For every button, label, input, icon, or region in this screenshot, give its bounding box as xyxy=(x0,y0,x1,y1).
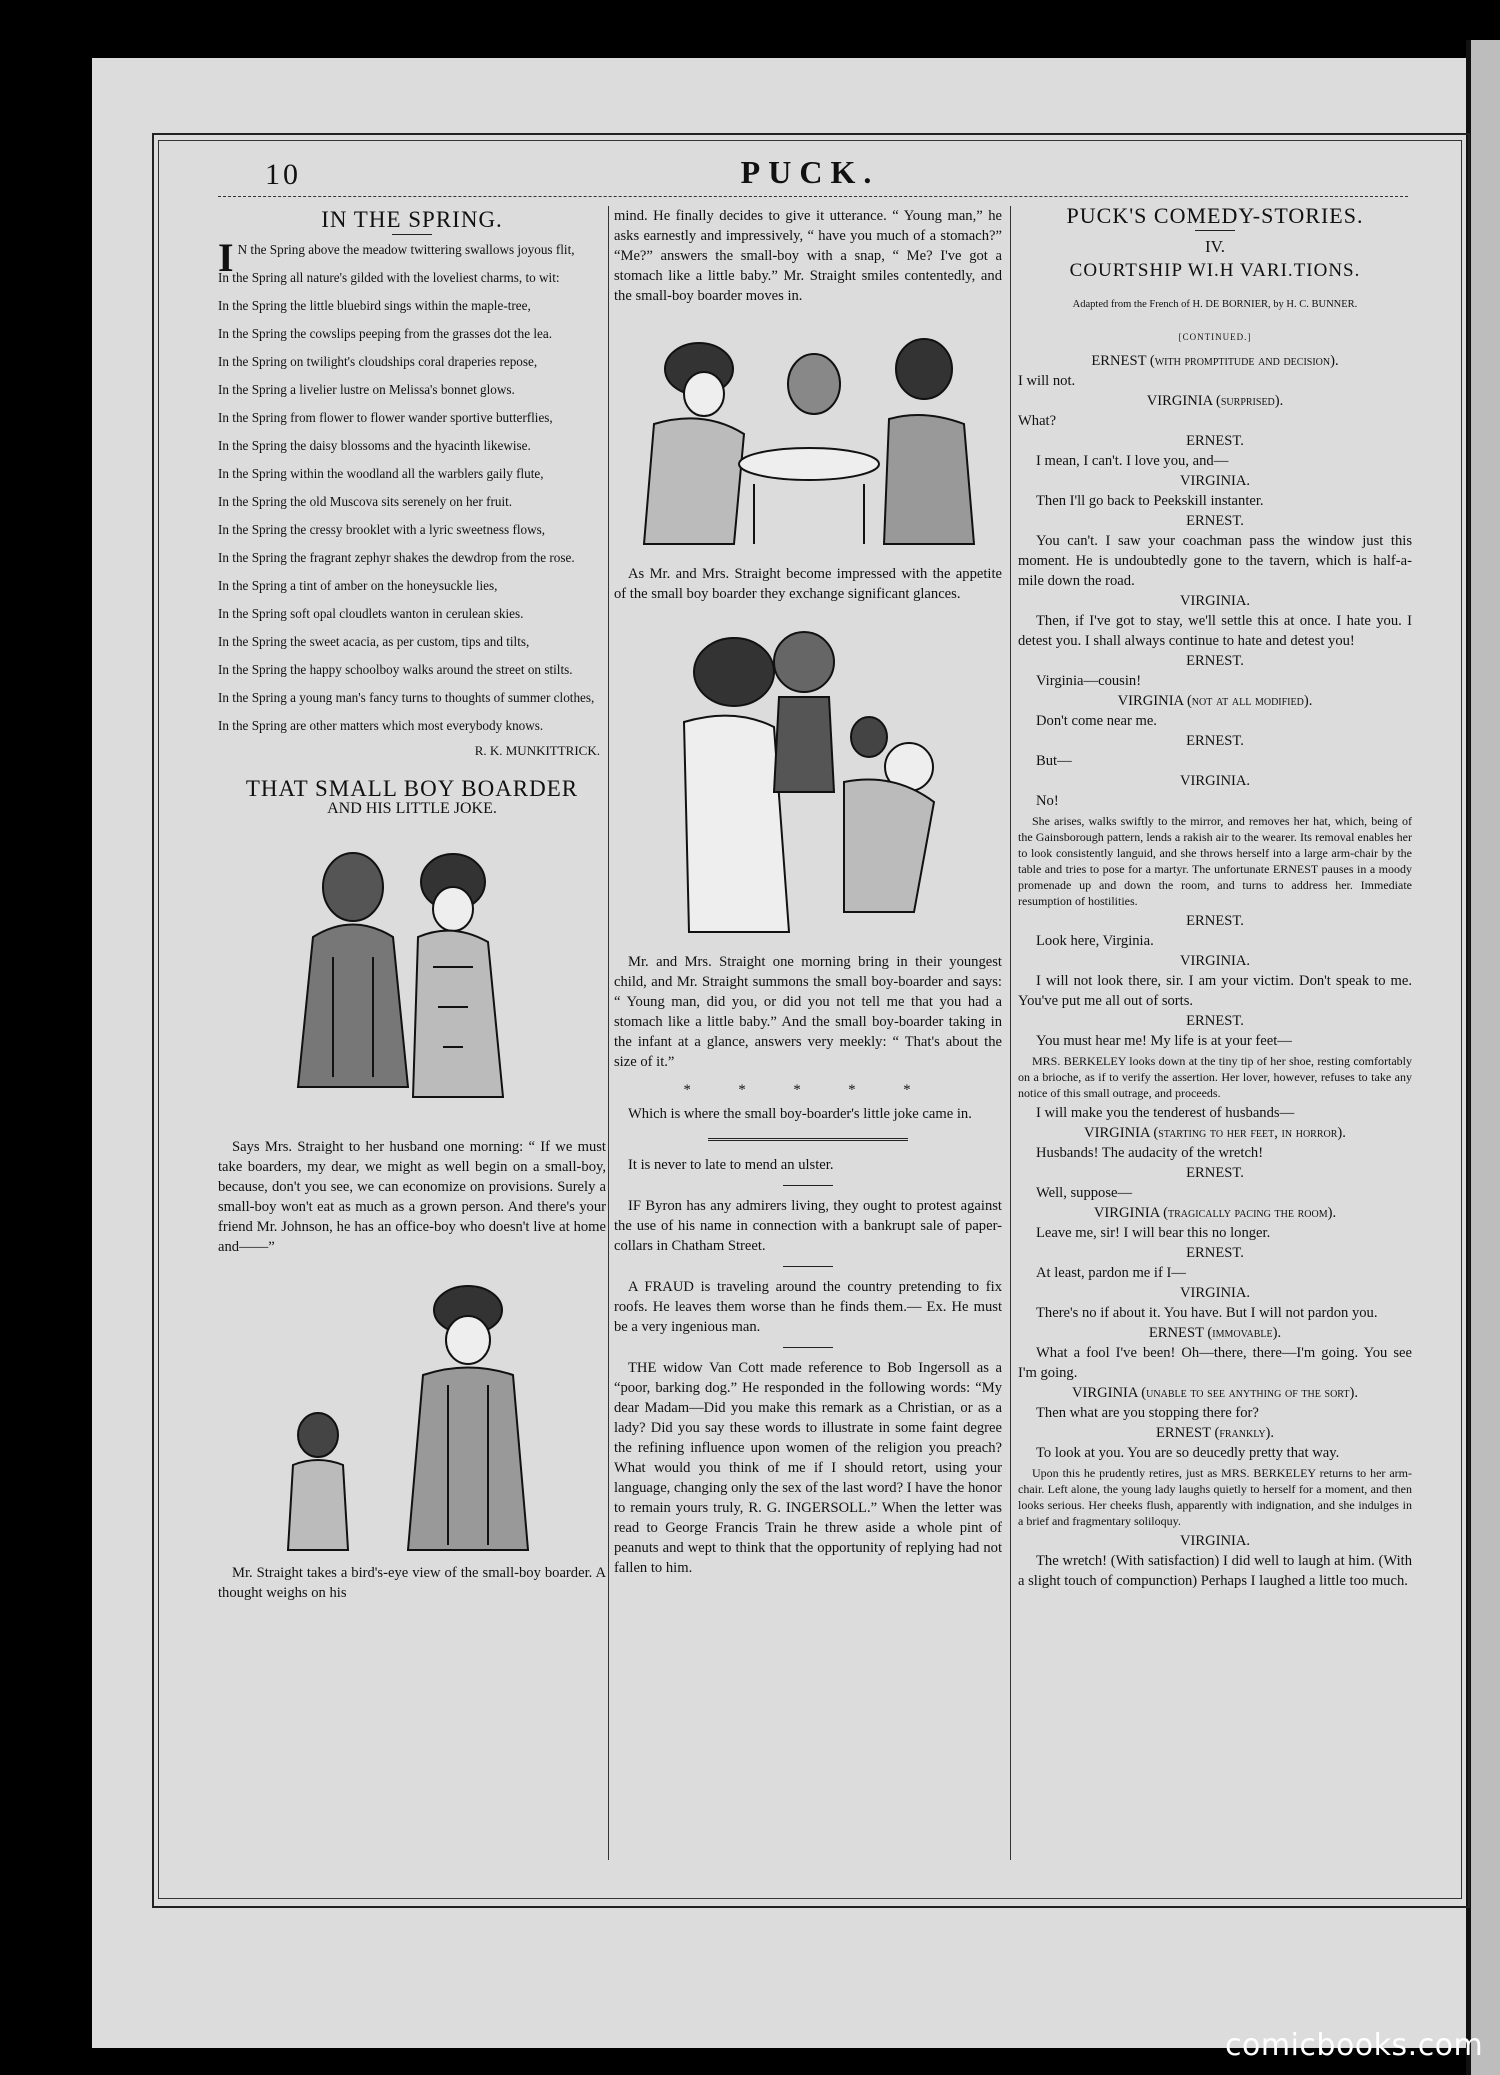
dialogue-line: What a fool I've been! Oh—there, there—I'm going. You see I'm going. xyxy=(1018,1345,1412,1381)
stage-direction: MRS. BERKELEY looks down at the tiny tip of her shoe, resting comfortably on a brioche, as if to verify the assertion. Her lover, however, refuses to take any notice of this small outrage, and proceeds. xyxy=(1018,1054,1412,1100)
item-ulster: It is never to late to mend an ulster. xyxy=(628,1157,834,1173)
poem-line: I N the Spring above the meadow twittering swallows joyous flit, xyxy=(218,235,575,280)
dialogue-line: There's no if about it. You have. But I will not pardon you. xyxy=(1036,1305,1378,1321)
poem-line: In the Spring a tint of amber on the honeysuckle lies, xyxy=(218,578,498,593)
dialogue-line: No! xyxy=(1036,793,1059,809)
story-title: THAT SMALL BOY BOARDER xyxy=(245,776,579,801)
dialogue-line: You can't. I saw your coachman pass the window just this moment. He is undoubtedly gone to the tavern, which is half-a-mile down the road. xyxy=(1018,533,1412,589)
poem-line: In the Spring the cowslips peeping from the grasses dot the lea. xyxy=(218,326,553,341)
dialogue-line: I will not. xyxy=(1018,373,1076,389)
poem-author: R. K. MUNKITTRICK. xyxy=(474,743,600,758)
title-rule xyxy=(1195,230,1235,231)
speaker-name: ERNEST. xyxy=(1186,913,1244,929)
continued-note: [CONTINUED.] xyxy=(1178,332,1252,342)
masthead-title: PUCK. xyxy=(740,154,880,190)
dinner-table-illustration xyxy=(614,314,1002,554)
speaker-name: ERNEST. xyxy=(1186,1245,1244,1261)
dialogue-line: At least, pardon me if I— xyxy=(1036,1265,1186,1281)
column-right xyxy=(1018,203,1412,1591)
drop-cap: I xyxy=(218,235,234,280)
speaker-name: ERNEST. xyxy=(1186,1013,1244,1029)
item-fraud: A FRAUD is traveling around the country pretending to fix roofs. He leaves them worse than he finds them.— Ex. He must be a very ingenious man. xyxy=(614,1279,1002,1335)
column-middle xyxy=(614,206,1002,1586)
speaker-name: ERNEST (immovable). xyxy=(1148,1325,1282,1341)
speaker-name: VIRGINIA (tragically pacing the room). xyxy=(1093,1205,1337,1221)
dialogue-line: Look here, Virginia. xyxy=(1036,933,1154,949)
speaker-name: ERNEST. xyxy=(1186,733,1244,749)
speaker-name: VIRGINIA. xyxy=(1179,593,1251,609)
dialogue-line: Then, if I've got to stay, we'll settle this at once. I hate you. I detest you. I shall always continue to hate and detest you! xyxy=(1018,613,1412,649)
column-left xyxy=(218,206,606,1611)
speaker-name: ERNEST. xyxy=(1186,1165,1244,1181)
speaker-name: VIRGINIA. xyxy=(1179,773,1251,789)
story-paragraph: Says Mrs. Straight to her husband one morning: “ If we must take boarders, my dear, we might as well begin on a small-boy, because, don't you see, we can economize on provisions. Surely a small-boy won't eat as much as a grown person. And there's your friend Mr. Johnson, he has an office-boy who doesn't live at home and——” xyxy=(218,1139,606,1255)
dialogue-line: I will not look there, sir. I am your victim. Don't speak to me. You've put me all out of sorts. xyxy=(1018,973,1412,1009)
speaker-name: VIRGINIA. xyxy=(1179,953,1251,969)
chapter-number: IV. xyxy=(1205,237,1225,256)
stage-direction: Upon this he prudently retires, just as MRS. BERKELEY returns to her arm-chair. Left alone, the young lady laughs quietly to herself for a moment, and then looks serious. Her cheeks flush, apparently with indignation, and she indulges in a brief and fragmentary soliloquy. xyxy=(1018,1466,1412,1528)
watermark: comicbooks.com xyxy=(1225,2028,1484,2063)
speaker-name: VIRGINIA. xyxy=(1179,473,1251,489)
speaker-name: VIRGINIA. xyxy=(1179,1285,1251,1301)
item-widow: THE widow Van Cott made reference to Bob Ingersoll as a “poor, barking dog.” He responded in the following words: “My dear Madam—Did you make this remark as a Christian, or as a lady? Did you say these words to illustrate in some faint degree the refining influence upon women of the religion you preach? What would you think of me if I should retort, using your language, changing only the sex of the last word? I have the honor to remain yours truly, R. G. INGERSOLL.” When the letter was read to George Francis Train he threw aside a whole pint of peanuts and wept to think that the opportunity of replying had not fallen to him. xyxy=(614,1360,1002,1576)
speaker-name: ERNEST. xyxy=(1186,513,1244,529)
speaker-name: VIRGINIA (unable to see anything of the sort). xyxy=(1071,1385,1358,1401)
stage-direction: She arises, walks swiftly to the mirror, and removes her hat, which, being of the Gainsborough pattern, lends a rakish air to the wearer. Its removal enables her to look consistently languid, and she throws herself into a large arm-chair by the table and tries to pose for a martyr. The unfortunate ERNEST pauses in a moody promenade up and down the room, and turns to address her. Immediate resumption of hostilities. xyxy=(1018,814,1412,908)
speaker-name: ERNEST. xyxy=(1186,433,1244,449)
straight-and-boarder-illustration xyxy=(218,1265,606,1555)
poem-line: In the Spring the old Muscova sits serenely on her fruit. xyxy=(218,494,513,509)
column-rule xyxy=(608,206,609,1860)
title-rule xyxy=(392,234,432,235)
section-stars: * * * * * xyxy=(683,1082,933,1098)
poem-line: In the Spring the cressy brooklet with a lyric sweetness flows, xyxy=(218,522,546,537)
facing-page-edge xyxy=(1470,40,1500,2075)
poem-lines xyxy=(218,269,606,735)
poem-line: In the Spring from flower to flower wander sportive butterflies, xyxy=(218,410,553,425)
poem-title: IN THE SPRING. xyxy=(321,207,503,232)
dialogue xyxy=(1018,351,1412,1591)
poem-line: In the Spring a young man's fancy turns to thoughts of summer clothes, xyxy=(218,690,595,705)
page-header xyxy=(170,150,1450,202)
speaker-name: VIRGINIA (not at all modified). xyxy=(1117,693,1313,709)
dialogue-line: Virginia—cousin! xyxy=(1036,673,1142,689)
poem xyxy=(218,235,606,735)
dialogue-line: You must hear me! My life is at your feet— xyxy=(1036,1033,1292,1049)
header-rule xyxy=(218,196,1408,197)
speaker-name: ERNEST (with promptitude and decision). xyxy=(1091,353,1339,369)
poem-line: In the Spring the little bluebird sings within the maple-tree, xyxy=(218,298,531,313)
item-byron: IF Byron has any admirers living, they ought to protest against the use of his name in connection with a bankrupt sale of paper-collars in Chatham Street. xyxy=(614,1198,1002,1254)
dialogue-line: Don't come near me. xyxy=(1036,713,1157,729)
dialogue-line: The wretch! (With satisfaction) I did well to laugh at him. (With a slight touch of compunction) Perhaps I laughed a little too much. xyxy=(1018,1553,1412,1589)
boarder-couple-illustration xyxy=(218,827,606,1127)
poem-line: In the Spring all nature's gilded with the loveliest charms, to wit: xyxy=(218,270,560,285)
poem-line: In the Spring the sweet acacia, as per custom, tips and tilts, xyxy=(218,634,530,649)
item-rule xyxy=(783,1266,833,1267)
poem-line: In the Spring are other matters which most everybody knows. xyxy=(218,718,544,733)
dialogue-line: But— xyxy=(1036,753,1072,769)
poem-line: In the Spring the happy schoolboy walks around the street on stilts. xyxy=(218,662,573,677)
dialogue-line: What? xyxy=(1018,413,1057,429)
item-rule xyxy=(783,1185,833,1186)
adaptation-credit: Adapted from the French of H. DE BORNIER, by H. C. BUNNER. xyxy=(1072,299,1358,310)
dialogue-line: Leave me, sir! I will bear this no longer. xyxy=(1036,1225,1271,1241)
speaker-name: ERNEST. xyxy=(1186,653,1244,669)
dialogue-line: I mean, I can't. I love you, and— xyxy=(1036,453,1229,469)
poem-line: In the Spring soft opal cloudlets wanton in cerulean skies. xyxy=(218,606,524,621)
speaker-name: ERNEST (frankly). xyxy=(1155,1425,1275,1441)
poem-line: In the Spring a livelier lustre on Melissa's bonnet glows. xyxy=(218,382,515,397)
chapter-title: COURTSHIP WI.H VARI.TIONS. xyxy=(1069,260,1361,281)
dialogue-line: Then what are you stopping there for? xyxy=(1036,1405,1259,1421)
dialogue-line: Husbands! The audacity of the wretch! xyxy=(1036,1145,1264,1161)
story-paragraph: As Mr. and Mrs. Straight become impressed with the appetite of the small boy boarder they exchange significant glances. xyxy=(614,566,1002,602)
story-paragraph: Mr. and Mrs. Straight one morning bring in their youngest child, and Mr. Straight summons the small boy-boarder and says: “ Young man, did you, or did you not tell me that you had a stomach like a little baby.” And the small boy-boarder taking in the infant at a glance, answers very meekly: “ That's about the size of it.” xyxy=(614,954,1002,1070)
story-paragraph: mind. He finally decides to give it utterance. “ Young man,” he asks earnestly and impressively, “ have you much of a stomach?” “Me?” answers the small-boy with a snap, “ Me? I've got a stomach like a little baby.” Mr. Straight smiles contentedly, and the small-boy boarder moves in. xyxy=(614,208,1002,304)
page-number: 10 xyxy=(265,158,301,191)
speaker-name: VIRGINIA (surprised). xyxy=(1146,393,1284,409)
poem-line: In the Spring the fragrant zephyr shakes the dewdrop from the rose. xyxy=(218,550,575,565)
series-title: PUCK'S COMEDY-STORIES. xyxy=(1066,203,1364,228)
dialogue-line: Then I'll go back to Peekskill instanter. xyxy=(1036,493,1264,509)
poem-line: In the Spring the daisy blossoms and the hyacinth likewise. xyxy=(218,438,531,453)
poem-line: In the Spring on twilight's cloudships coral draperies repose, xyxy=(218,354,538,369)
dialogue-line: I will make you the tenderest of husbands— xyxy=(1036,1105,1295,1121)
poem-line: In the Spring within the woodland all the warblers gaily flute, xyxy=(218,466,544,481)
column-rule xyxy=(1010,206,1011,1860)
dialogue-line: To look at you. You are so deucedly pretty that way. xyxy=(1036,1445,1340,1461)
speaker-name: VIRGINIA (starting to her feet, in horror). xyxy=(1084,1125,1346,1141)
story-paragraph: Which is where the small boy-boarder's little joke came in. xyxy=(628,1106,972,1122)
speaker-name: VIRGINIA. xyxy=(1179,1533,1251,1549)
item-rule xyxy=(783,1347,833,1348)
infant-presentation-illustration xyxy=(614,612,1002,942)
story-subtitle: AND HIS LITTLE JOKE. xyxy=(327,800,497,817)
dialogue-line: Well, suppose— xyxy=(1036,1185,1133,1201)
section-divider xyxy=(708,1138,908,1141)
story-paragraph: Mr. Straight takes a bird's-eye view of the small-boy boarder. A thought weighs on his xyxy=(218,1565,606,1601)
